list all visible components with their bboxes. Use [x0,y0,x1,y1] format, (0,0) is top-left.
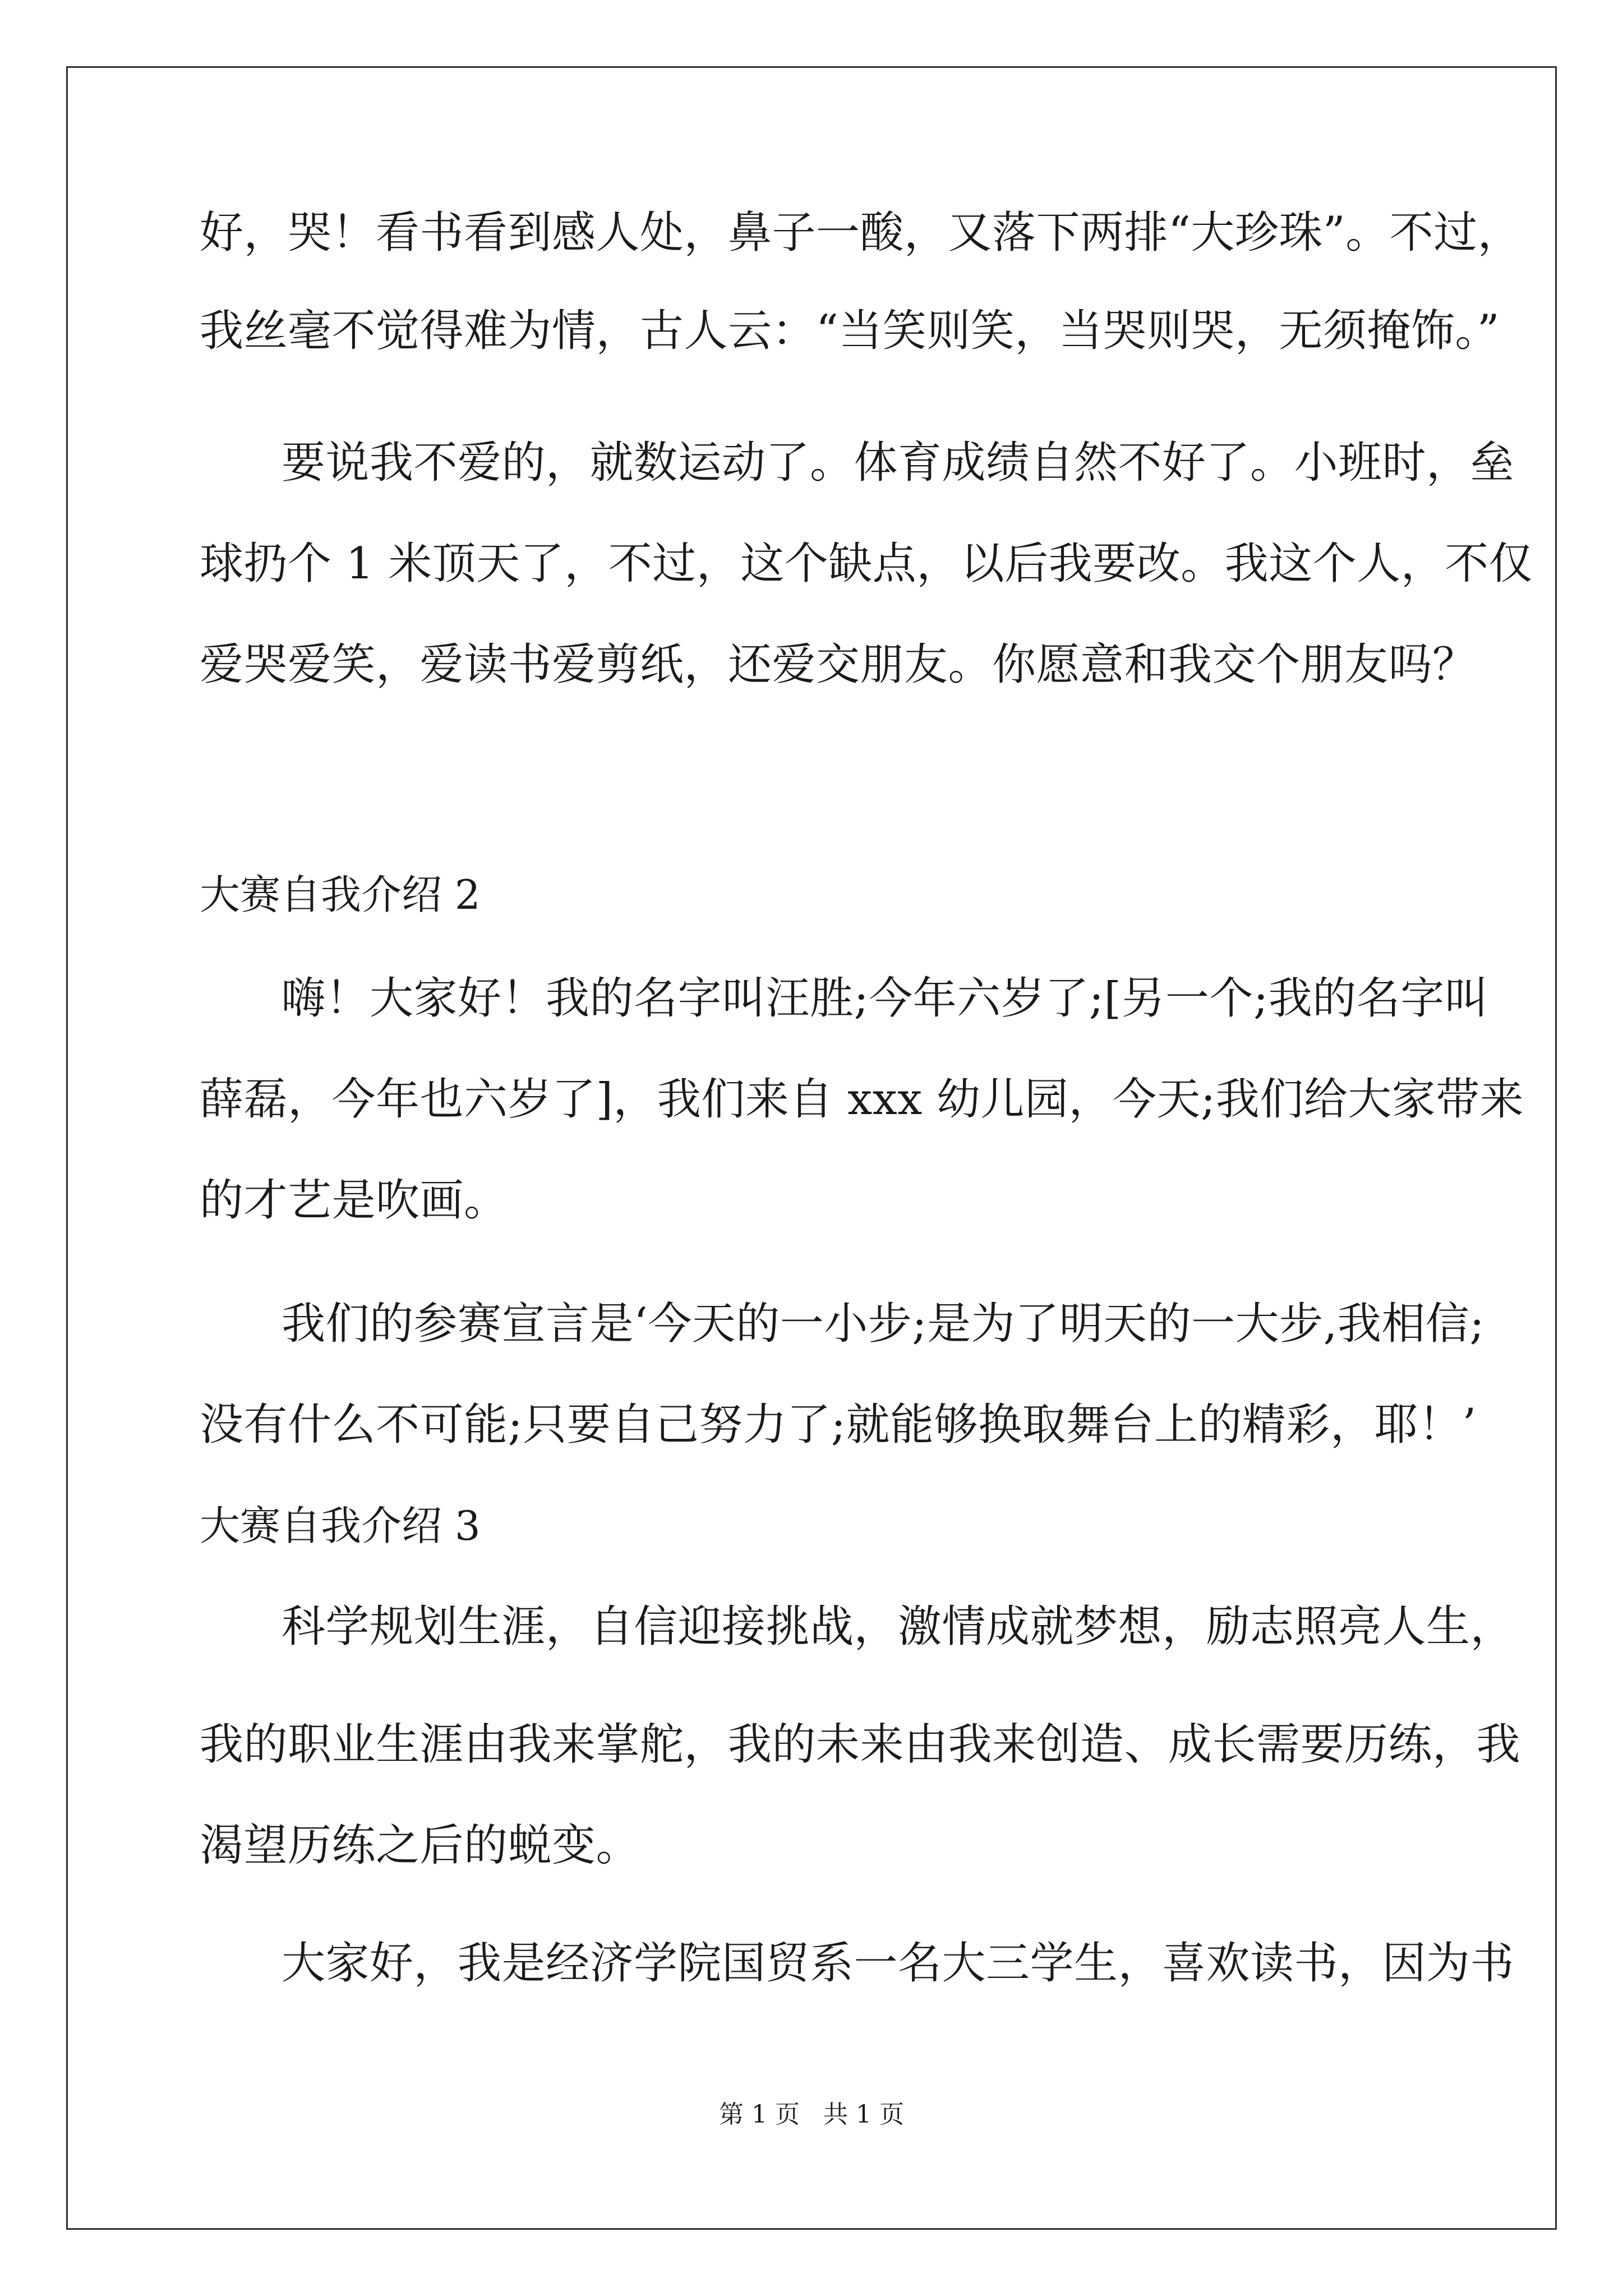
paragraph-line: 大家好，我是经济学院国贸系一名大三学生，喜欢读书，因为书 [282,1938,1515,1989]
section-heading: 大赛自我介绍 2 [200,871,481,918]
paragraph-line: 我们的参赛宣言是‘今天的一小步;是为了明天的一大步,我相信; [282,1299,1485,1349]
paragraph-line: 要说我不爱的，就数运动了。体育成绩自然不好了。小班时，垒 [282,438,1515,488]
paragraph-line: 科学规划生涯，自信迎接挑战，激情成就梦想，励志照亮人生， [282,1602,1515,1652]
paragraph-line: 好，哭！看书看到感人处，鼻子一酸，又落下两排“大珍珠”。不过， [200,208,1522,258]
paragraph-line: 渴望历练之后的蜕变。 [200,1820,640,1871]
paragraph-line: 我丝毫不觉得难为情，古人云：“当笑则笑，当哭则哭，无须掩饰。” [200,306,1500,356]
paragraph-line: 没有什么不可能;只要自己努力了;就能够换取舞台上的精彩，耶！’ [200,1400,1477,1450]
paragraph-line: 的才艺是吹画。 [200,1175,508,1226]
paragraph-line: 嗨！大家好！我的名字叫汪胜;今年六岁了;[另一个;我的名字叫 [282,973,1489,1024]
paragraph-line: 爱哭爱笑，爱读书爱剪纸，还爱交朋友。你愿意和我交个朋友吗？ [200,639,1477,690]
page-border [66,66,1557,2230]
page-footer: 第 1 页 共 1 页 [719,2100,904,2129]
section-heading: 大赛自我介绍 3 [200,1502,481,1549]
paragraph-line: 我的职业生涯由我来掌舵，我的未来由我来创造、成长需要历练，我 [200,1719,1521,1770]
paragraph-line: 球扔个 1 米顶天了，不过，这个缺点，以后我要改。我这个人，不仅 [200,539,1533,589]
paragraph-line: 薛磊，今年也六岁了]，我们来自 xxx 幼儿园，今天;我们给大家带来 [200,1074,1524,1125]
